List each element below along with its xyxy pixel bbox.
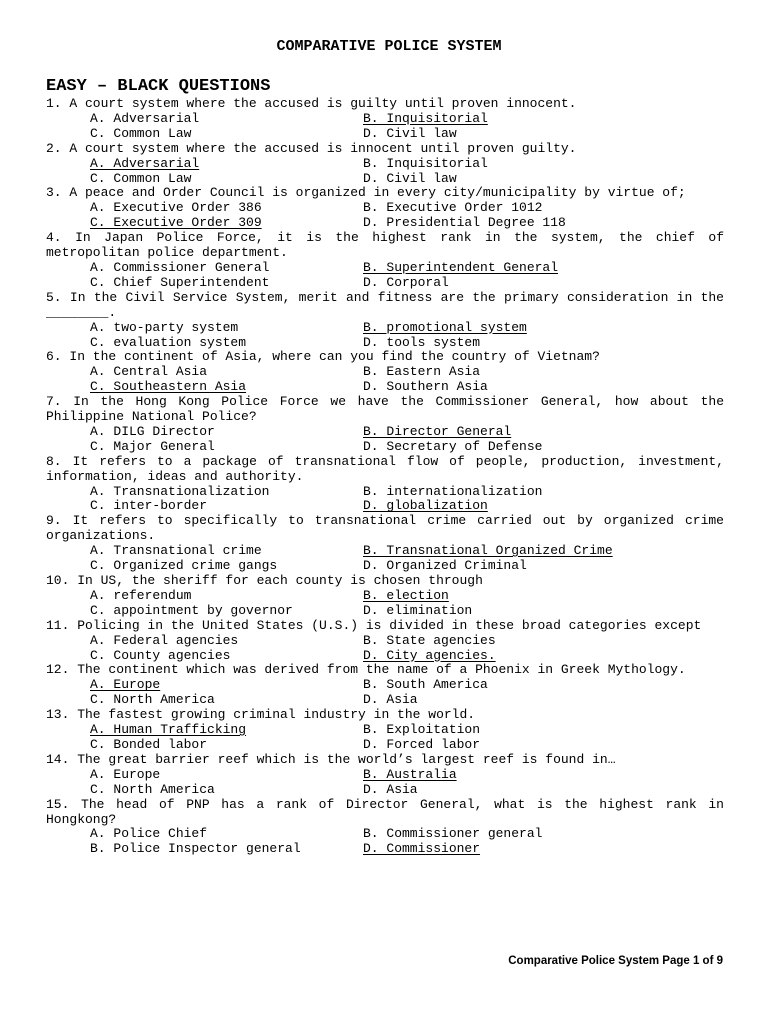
choice-text: A. Transnationalization <box>90 483 270 499</box>
document-page <box>46 38 724 857</box>
choice-text: B. South America <box>363 677 488 693</box>
choice-text: A. Police Chief <box>90 826 208 842</box>
choice-text: D. Southern Asia <box>363 379 488 395</box>
question-stem: 12. The continent which was derived from the name of a Phoenix in Greek Mythology. <box>46 662 686 678</box>
choice-option <box>90 649 363 664</box>
question-stem: 1. A court system where the accused is guilty until proven innocent. <box>46 96 577 111</box>
choice-list <box>46 112 724 142</box>
question-item <box>46 142 724 187</box>
choice-option <box>90 365 363 380</box>
choice-option <box>363 380 663 395</box>
choice-text: C. inter-border <box>90 498 208 514</box>
choice-list <box>46 768 724 798</box>
question-stem: 10. In US, the sheriff for each county is chosen through <box>46 573 483 588</box>
choice-text: B. election <box>363 587 449 603</box>
choice-option <box>363 336 663 351</box>
choice-text: D. Forced labor <box>363 736 481 752</box>
choice-text: C. evaluation system <box>90 334 247 350</box>
choice-text: C. Common Law <box>90 125 192 141</box>
choice-text: D. Secretary of Defense <box>363 438 543 454</box>
choice-option <box>363 827 663 842</box>
choice-text: C. Major General <box>90 438 215 454</box>
choice-text: D. globalization <box>363 498 488 514</box>
choice-option <box>363 723 663 738</box>
choice-option <box>90 693 363 708</box>
question-stem: 4. In Japan Police Force, it is the highest rank in the system, the chief of metropolitan police department. <box>46 230 724 261</box>
choice-correct-answer <box>90 157 363 172</box>
choice-list <box>46 678 724 708</box>
question-item <box>46 350 724 395</box>
choice-text: C. Common Law <box>90 170 192 186</box>
choice-text: A. Human Trafficking <box>90 722 247 738</box>
choice-correct-answer <box>363 544 663 559</box>
question-item <box>46 231 724 291</box>
choice-text: B. Executive Order 1012 <box>363 200 543 216</box>
choice-option <box>363 172 663 187</box>
choice-option <box>363 604 663 619</box>
choice-option <box>90 276 363 291</box>
choice-correct-answer <box>90 723 363 738</box>
choice-text: C. Bonded labor <box>90 736 208 752</box>
choice-text: A. Transnational crime <box>90 543 262 559</box>
choice-text: D. Organized Criminal <box>363 558 527 574</box>
choice-correct-answer <box>363 425 663 440</box>
question-item <box>46 753 724 798</box>
choice-option <box>90 321 363 336</box>
choice-option <box>90 559 363 574</box>
choice-text: D. Presidential Degree 118 <box>363 215 566 231</box>
choice-text: B. internationalization <box>363 483 543 499</box>
question-stem: 13. The fastest growing criminal industry in the world. <box>46 707 476 723</box>
choice-option <box>363 201 663 216</box>
choice-text: B. Director General <box>363 423 512 439</box>
choice-text: C. Executive Order 309 <box>90 215 262 231</box>
choice-text: B. State agencies <box>363 632 496 648</box>
choice-text: D. Civil law <box>363 125 457 141</box>
choice-option <box>363 276 663 291</box>
choice-option <box>90 172 363 187</box>
choice-list <box>46 321 724 351</box>
choice-correct-answer <box>363 499 663 514</box>
choice-list <box>46 201 724 231</box>
choice-option <box>363 157 663 172</box>
question-item <box>46 97 724 142</box>
choice-text: A. Europe <box>90 677 161 693</box>
choice-option <box>363 738 663 753</box>
choice-list <box>46 723 724 753</box>
choice-text: B. Exploitation <box>363 722 481 738</box>
question-list <box>46 97 724 857</box>
question-stem: 2. A court system where the accused is innocent until proven guilty. <box>46 140 577 156</box>
choice-text: B. Superintendent General <box>363 259 559 275</box>
question-item <box>46 395 724 455</box>
choice-text: D. Corporal <box>363 274 449 290</box>
question-item <box>46 619 724 664</box>
choice-option <box>90 544 363 559</box>
choice-text: C. Southeastern Asia <box>90 379 247 395</box>
choice-option <box>363 440 663 455</box>
choice-text: D. tools system <box>363 334 481 350</box>
question-stem: 11. Policing in the United States (U.S.) is divided in these broad categories except <box>46 617 702 633</box>
choice-list <box>46 485 724 515</box>
choice-text: A. Adversarial <box>90 155 200 171</box>
choice-correct-answer <box>363 768 663 783</box>
choice-correct-answer <box>363 649 663 664</box>
page-footer: Comparative Police System Page 1 of 9 <box>508 955 723 967</box>
choice-text: B. Inquisitorial <box>363 110 488 126</box>
choice-correct-answer <box>363 112 663 127</box>
question-stem: 8. It refers to a package of transnational flow of people, production, investment, information, ideas and authority. <box>46 453 724 484</box>
choice-list <box>46 157 724 187</box>
choice-option <box>90 261 363 276</box>
question-item <box>46 455 724 515</box>
choice-option <box>363 693 663 708</box>
choice-option <box>90 112 363 127</box>
choice-text: A. Central Asia <box>90 364 208 380</box>
section-heading: EASY – BLACK QUESTIONS <box>46 77 271 96</box>
choice-option <box>363 559 663 574</box>
choice-option <box>90 634 363 649</box>
choice-option <box>90 604 363 619</box>
choice-text: A. Executive Order 386 <box>90 200 262 216</box>
choice-list <box>46 365 724 395</box>
choice-list <box>46 425 724 455</box>
choice-correct-answer <box>90 380 363 395</box>
question-item <box>46 798 724 858</box>
document-title: COMPARATIVE POLICE SYSTEM <box>276 38 502 55</box>
choice-text: A. Federal agencies <box>90 632 239 648</box>
choice-text: C. North America <box>90 781 215 797</box>
choice-correct-answer <box>90 216 363 231</box>
question-stem: 5. In the Civil Service System, merit and fitness are the primary consideration in the ________. <box>46 289 724 320</box>
choice-text: A. Commissioner General <box>90 259 270 275</box>
question-stem: 9. It refers to specifically to transnational crime carried out by organized crime organizations. <box>46 513 724 544</box>
choice-text: A. Europe <box>90 766 161 782</box>
choice-text: B. Eastern Asia <box>363 364 481 380</box>
choice-text: D. Commissioner <box>363 841 481 857</box>
question-item <box>46 186 724 231</box>
question-item <box>46 514 724 574</box>
choice-list <box>46 589 724 619</box>
choice-option <box>90 425 363 440</box>
choice-correct-answer <box>90 678 363 693</box>
choice-text: C. County agencies <box>90 647 231 663</box>
question-item <box>46 708 724 753</box>
choice-option <box>90 127 363 142</box>
choice-text: D. Asia <box>363 692 418 708</box>
choice-option <box>363 678 663 693</box>
choice-option <box>363 127 663 142</box>
choice-option <box>90 440 363 455</box>
choice-text: B. Transnational Organized Crime <box>363 543 613 559</box>
choice-text: B. Australia <box>363 766 457 782</box>
choice-option <box>90 336 363 351</box>
choice-option <box>90 827 363 842</box>
choice-option <box>90 783 363 798</box>
choice-option <box>90 201 363 216</box>
question-stem: 15. The head of PNP has a rank of Director General, what is the highest rank in Hongkong? <box>46 796 724 827</box>
choice-list <box>46 827 724 857</box>
choice-option <box>363 485 663 500</box>
choice-option <box>90 842 363 857</box>
choice-text: A. referendum <box>90 587 192 603</box>
choice-text: C. Organized crime gangs <box>90 558 278 574</box>
choice-correct-answer <box>363 261 663 276</box>
choice-text: C. North America <box>90 692 215 708</box>
question-stem: 14. The great barrier reef which is the world’s largest reef is found in… <box>46 751 616 767</box>
choice-text: D. City agencies. <box>363 647 496 663</box>
choice-option <box>90 738 363 753</box>
choice-text: D. Civil law <box>363 170 457 186</box>
choice-text: C. appointment by governor <box>90 602 293 618</box>
choice-option <box>363 783 663 798</box>
choice-text: A. Adversarial <box>90 110 200 126</box>
choice-option <box>90 589 363 604</box>
choice-option <box>90 768 363 783</box>
choice-correct-answer <box>363 589 663 604</box>
choice-text: A. DILG Director <box>90 423 215 439</box>
choice-text: B. Police Inspector general <box>90 841 301 857</box>
choice-text: D. elimination <box>363 602 473 618</box>
choice-text: D. Asia <box>363 781 418 797</box>
choice-option <box>363 365 663 380</box>
choice-option <box>90 499 363 514</box>
question-item <box>46 663 724 708</box>
question-stem: 7. In the Hong Kong Police Force we have the Commissioner General, how about the Philippine National Police? <box>46 394 724 425</box>
choice-text: B. Commissioner general <box>363 826 543 842</box>
choice-correct-answer <box>363 321 663 336</box>
choice-text: A. two-party system <box>90 319 239 335</box>
choice-correct-answer <box>363 842 663 857</box>
choice-option <box>363 634 663 649</box>
choice-option <box>90 485 363 500</box>
question-stem: 6. In the continent of Asia, where can you find the country of Vietnam? <box>46 349 600 365</box>
choice-list <box>46 634 724 664</box>
choice-text: B. Inquisitorial <box>363 155 488 171</box>
choice-list <box>46 261 724 291</box>
question-item <box>46 574 724 619</box>
question-item <box>46 291 724 351</box>
choice-list <box>46 544 724 574</box>
question-stem: 3. A peace and Order Council is organized in every city/municipality by virtue of; <box>46 185 686 201</box>
choice-option <box>363 216 663 231</box>
choice-text: B. promotional system <box>363 319 527 335</box>
choice-text: C. Chief Superintendent <box>90 274 270 290</box>
